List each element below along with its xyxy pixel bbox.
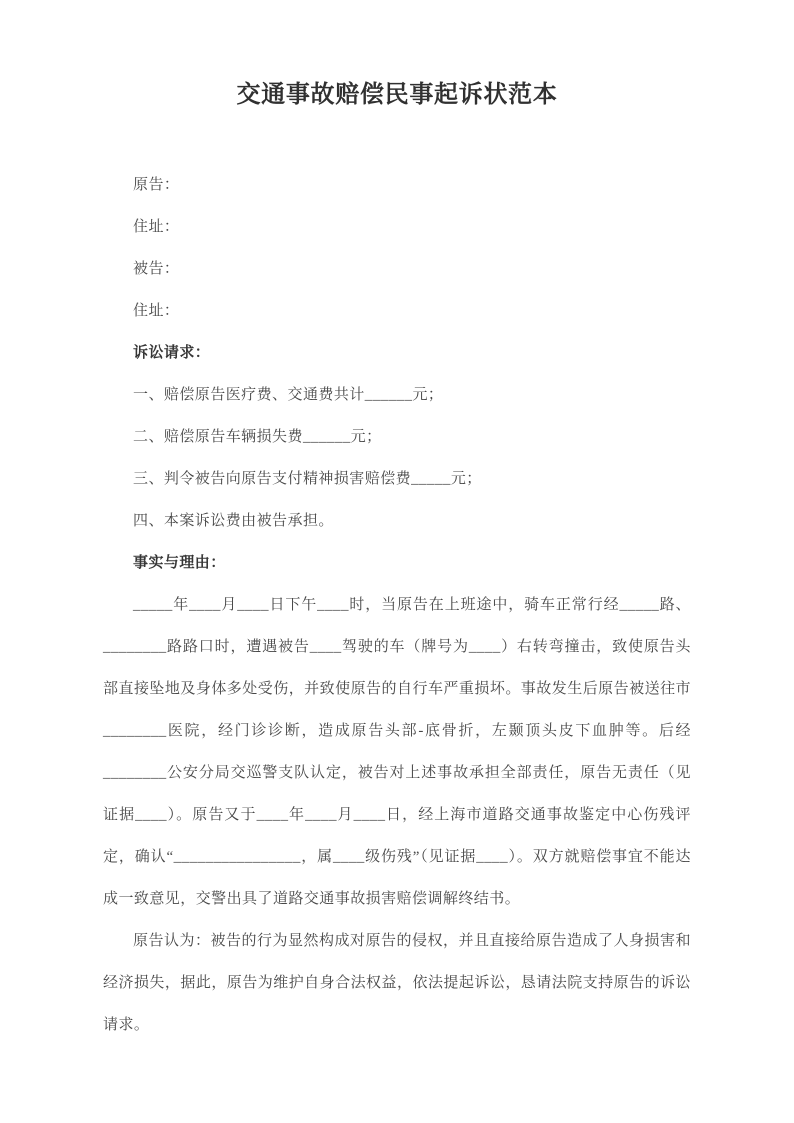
- claim-item-3: 三、判令被告向原告支付精神损害赔偿费_____元；: [133, 471, 482, 487]
- document-title: 交通事故赔偿民事起诉状范本: [236, 82, 558, 108]
- claim-item-2: 二、赔偿原告车辆损失费______元；: [133, 429, 382, 445]
- facts-paragraph-1: _____年____月____日下午____时，当原告在上班途中，骑车正常行经_____路、________路路口时，遭遇被告____驾驶的车（牌号为____）右转弯撞击，致使原告头部直接坠地及身体多处受伤，并致使原告的自行车严重损坏。事故发生后原告被送往市________医院，经门诊诊断，造成原告头部-底骨折，左颞顶头皮下血肿等。后经________公安分局交巡警支队认定，被告对上述事故承担全部责任，原告无责任（见证据____）。原告又于____年____月____日，经上海市道路交通事故鉴定中心伤残评定，确认“________________，属____级伤残”（见证据____）。双方就赔偿事宜不能达成一致意见，交警出具了道路交通事故损害赔偿调解终结书。: [103, 597, 691, 907]
- party-line-defendant-address: 住址：: [133, 303, 180, 319]
- party-line-plaintiff-address: 住址：: [133, 219, 180, 235]
- claim-item-4: 四、本案诉讼费由被告承担。: [133, 513, 334, 529]
- section-heading-claims: 诉讼请求：: [133, 345, 211, 361]
- party-line-plaintiff: 原告：: [133, 177, 180, 193]
- facts-paragraph-2: 原告认为：被告的行为显然构成对原告的侵权，并且直接给原告造成了人身损害和经济损失，据此，原告为维护自身合法权益，依法提起诉讼，恳请法院支持原告的诉讼请求。: [103, 933, 691, 1033]
- party-line-defendant: 被告：: [133, 261, 180, 277]
- claim-item-1: 一、赔偿原告医疗费、交通费共计______元；: [133, 387, 444, 403]
- section-heading-facts: 事实与理由：: [133, 555, 226, 571]
